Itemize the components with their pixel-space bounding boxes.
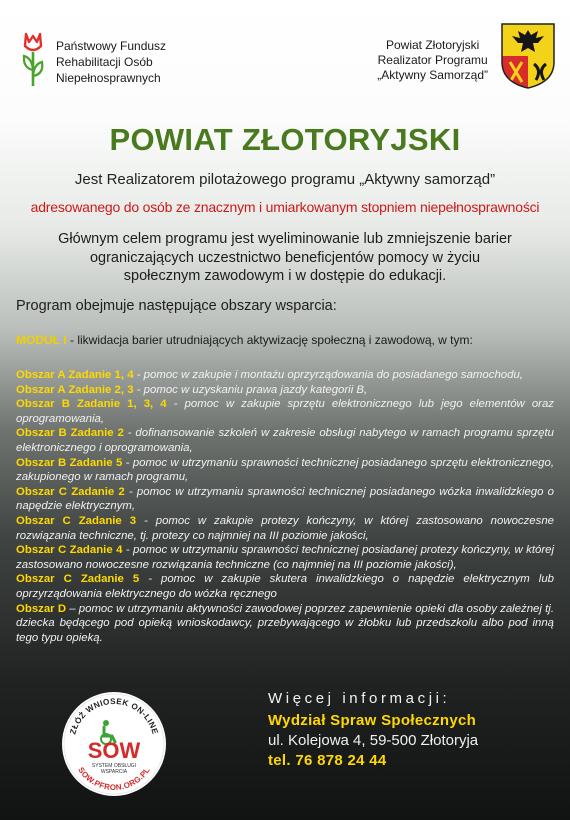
list-item-text: – pomoc w utrzymaniu aktywności zawodowej poprzez zapewnienie opieki dla osoby zależnej tj. dziecka będącego pod opieką wnioskodawcy, przebywającego w żłobku lub przedszkolu albo pod inną tego typu opieką. <box>16 602 554 644</box>
badge-logo-text: SOW <box>87 738 141 763</box>
powiat-line-3: „Aktywny Samorząd” <box>377 68 488 82</box>
module-text: - likwidacja barier utrudniających aktywizację społeczną i zawodową, w tym: <box>66 333 473 347</box>
pfron-header <box>20 30 166 88</box>
pfron-name <box>56 38 166 86</box>
list-item <box>16 426 554 455</box>
list-item <box>16 514 554 543</box>
list-item-text: - pomoc w uzyskaniu prawa jazdy kategorii B, <box>133 383 368 396</box>
contact-department: Wydział Spraw Społecznych <box>268 712 477 729</box>
list-item-label: Obszar B Zadanie 2 <box>16 427 124 440</box>
list-item-label: Obszar C Zadanie 5 <box>16 573 140 586</box>
list-item-text: - pomoc w utrzymaniu sprawności technicznej posiadanego wózka inwalidzkiego o napędzie elektrycznym, <box>16 485 554 513</box>
list-item-label: Obszar C Zadanie 4 <box>16 544 123 557</box>
list-item <box>16 543 554 572</box>
pfron-line-3: Niepełnosprawnych <box>56 71 161 85</box>
badge-sub-1: SYSTEM OBSŁUGI <box>91 763 137 769</box>
pfron-logo-icon <box>20 30 46 88</box>
page-title: POWIAT ZŁOTORYJSKI <box>109 122 461 157</box>
list-item <box>16 572 554 601</box>
list-item-label: Obszar A Zadanie 2, 3 <box>16 383 134 396</box>
program-goal-paragraph: Głównym celem programu jest wyeliminowanie lub zmniejszenie barier ograniczających uczestnictwo beneficjentów pomocy w życiu społecznym zawodowym i w dostępie do edukacji. <box>58 231 512 284</box>
list-item <box>16 456 554 485</box>
subtitle: Jest Realizatorem pilotażowego programu „Aktywny samorząd” <box>74 171 496 188</box>
contact-heading: Więcej informacji: <box>268 690 451 707</box>
contact-address: ul. Kolejowa 4, 59-500 Złotoryja <box>268 732 479 749</box>
list-item <box>16 368 554 383</box>
list-item <box>16 602 554 646</box>
badge-sub-2: WSPARCIA <box>100 769 128 775</box>
support-areas-heading: Program obejmuje następujące obszary wsparcia: <box>16 298 337 314</box>
powiat-name <box>377 38 488 83</box>
support-areas-list <box>16 368 554 645</box>
coat-of-arms-icon <box>500 22 556 90</box>
contact-phone: tel. 76 878 24 44 <box>268 752 387 769</box>
subtitle-target-group: adresowanego do osób ze znacznym i umiarkowanym stopniem niepełnosprawności <box>30 199 540 215</box>
list-item-label: Obszar B Zadanie 5 <box>16 456 123 469</box>
list-item-label: Obszar C Zadanie 3 <box>16 514 137 527</box>
list-item-text: - pomoc w zakupie skutera inwalidzkiego o napędzie elektrycznym lub oprzyrządowania elektrycznego do wózka ręcznego <box>16 573 554 600</box>
sow-badge[interactable] <box>60 690 168 798</box>
list-item-text: - pomoc w utrzymaniu sprawności technicznej posiadanego sprzętu elektronicznego, zakupionego w ramach programu, <box>16 456 554 484</box>
module-line <box>16 333 556 347</box>
list-item-text: - pomoc w zakupie sprzętu elektronicznego lub jego elementów oraz oprogramowania, <box>16 398 555 425</box>
list-item-text: - pomoc w zakupie protezy kończyny, w której zastosowano nowoczesne rozwiązania techniczne, tj. protezy co najmniej na III poziomie jakości, <box>16 514 555 542</box>
list-item <box>16 485 554 514</box>
module-label: MODUŁ I <box>16 333 67 347</box>
contact-info <box>268 690 478 769</box>
badge-top-text: ZŁÓŻ WNIOSEK ON-LINE <box>68 696 160 736</box>
powiat-header <box>377 22 556 90</box>
list-item-label: Obszar D <box>16 602 67 615</box>
list-item <box>16 383 554 398</box>
list-item <box>16 397 554 426</box>
badge-url: SOW.PFRON.ORG.PL <box>76 765 152 793</box>
list-item-label: Obszar B Zadanie 1, 3, 4 <box>16 398 167 411</box>
powiat-line-2: Realizator Programu <box>377 53 488 67</box>
list-item-label: Obszar A Zadanie 1, 4 <box>16 369 134 381</box>
pfron-line-1: Państwowy Fundusz <box>56 39 167 53</box>
list-item-text: - pomoc w utrzymaniu sprawności technicznej posiadanej protezy kończyny, w której zastosowano nowoczesne rozwiązania techniczne (co najmniej na III poziomie jakości), <box>16 544 554 571</box>
list-item-text: - dofinansowanie szkoleń w zakresie obsługi nabytego w ramach programu sprzętu elektronicznego i oprogramowania, <box>16 427 554 454</box>
pfron-line-2: Rehabilitacji Osób <box>56 55 153 69</box>
list-item-label: Obszar C Zadanie 2 <box>16 485 125 498</box>
powiat-line-1: Powiat Złotoryjski <box>385 38 480 52</box>
list-item-text: - pomoc w zakupie i montażu oprzyrządowania do posiadanego samochodu, <box>133 369 523 381</box>
